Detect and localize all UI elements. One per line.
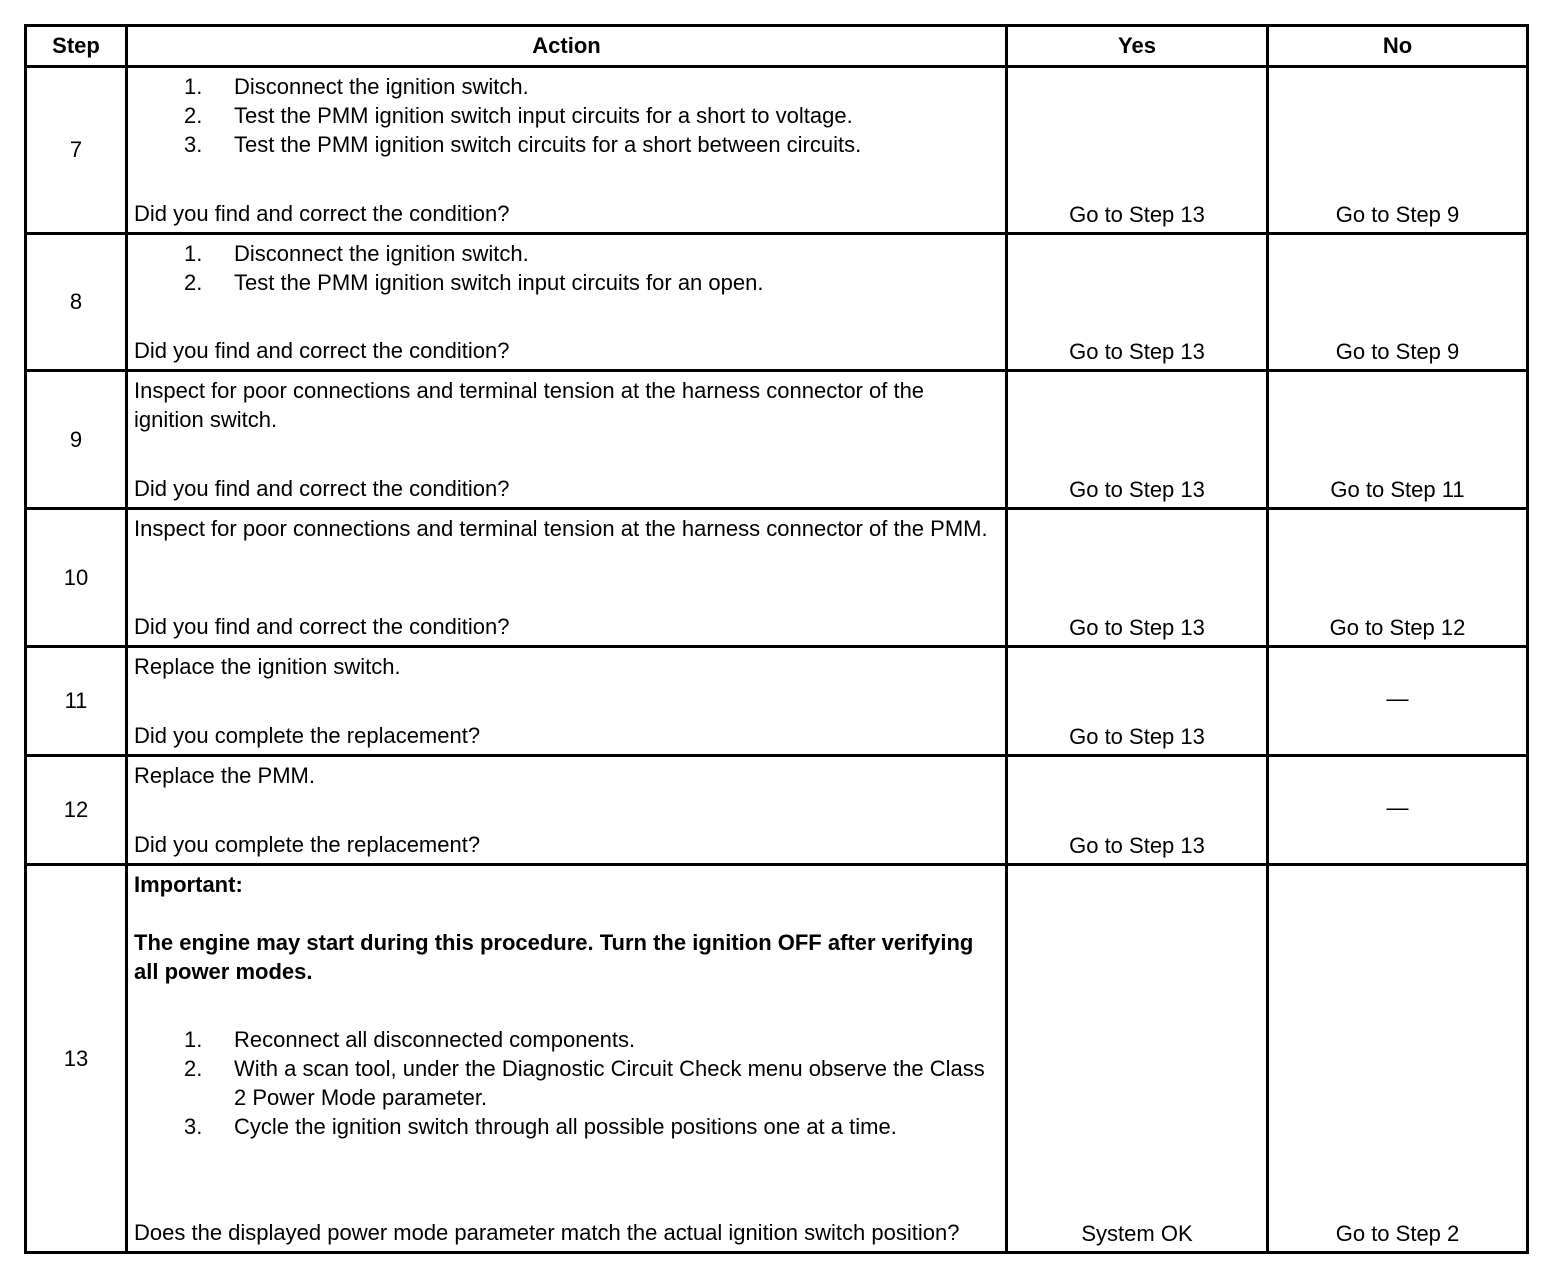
yes-result: Go to Step 13 [1007, 234, 1268, 371]
yes-result: Go to Step 13 [1007, 371, 1268, 509]
action-cell [127, 234, 1007, 371]
header-action: Action [127, 26, 1007, 67]
question-text: Did you find and correct the condition? [134, 338, 510, 363]
diagnostic-table [24, 24, 1529, 1254]
no-result: Go to Step 11 [1268, 371, 1528, 509]
list-item: 1. Reconnect all disconnected components. [184, 1027, 636, 1052]
table-row [26, 234, 1528, 371]
table-row [26, 647, 1528, 756]
no-result: Go to Step 9 [1268, 67, 1528, 234]
no-result: Go to Step 2 [1268, 865, 1528, 1253]
no-result: — [1268, 756, 1528, 865]
table-row [26, 371, 1528, 509]
question-text: Does the displayed power mode parameter match the actual ignition switch position? [134, 1220, 960, 1245]
step-number: 8 [26, 234, 127, 371]
question-text: Did you complete the replacement? [134, 832, 481, 857]
yes-result: Go to Step 13 [1007, 756, 1268, 865]
numbered-list [134, 239, 999, 297]
instruction-text: Inspect for poor connections and terminal tension at the harness connector of the PMM. [134, 516, 988, 541]
step-number: 9 [26, 371, 127, 509]
header-step: Step [26, 26, 127, 67]
yes-result: Go to Step 13 [1007, 647, 1268, 756]
important-label: Important: [134, 872, 243, 897]
yes-result: System OK [1007, 865, 1268, 1253]
action-cell [127, 371, 1007, 509]
list-item: 3. Test the PMM ignition switch circuits for a short between circuits. [184, 132, 862, 157]
action-cell [127, 647, 1007, 756]
step-number: 10 [26, 509, 127, 647]
header-yes: Yes [1007, 26, 1268, 67]
question-text: Did you find and correct the condition? [134, 614, 510, 639]
numbered-list [134, 1025, 999, 1141]
question-text: Did you complete the replacement? [134, 723, 481, 748]
table-row [26, 865, 1528, 1253]
list-item: 2. Test the PMM ignition switch input circuits for an open. [184, 270, 764, 295]
instruction-text: Inspect for poor connections and terminal tension at the harness connector of the ignition switch. [134, 378, 925, 432]
list-item: 1. Disconnect the ignition switch. [184, 74, 529, 99]
header-row [26, 26, 1528, 67]
step-number: 11 [26, 647, 127, 756]
step-number: 7 [26, 67, 127, 234]
action-cell [127, 509, 1007, 647]
no-result: — [1268, 647, 1528, 756]
important-note: The engine may start during this procedure. Turn the ignition OFF after verifying all power modes. [134, 930, 974, 984]
no-result: Go to Step 9 [1268, 234, 1528, 371]
step-number: 12 [26, 756, 127, 865]
action-cell [127, 865, 1007, 1253]
numbered-list [134, 72, 999, 159]
question-text: Did you find and correct the condition? [134, 201, 510, 226]
instruction-text: Replace the PMM. [134, 763, 315, 788]
action-cell [127, 756, 1007, 865]
list-item: 2. With a scan tool, under the Diagnostic Circuit Check menu observe the Class 2 Power Mode parameter. [184, 1056, 985, 1110]
question-text: Did you find and correct the condition? [134, 476, 510, 501]
yes-result: Go to Step 13 [1007, 509, 1268, 647]
table-row [26, 756, 1528, 865]
header-no: No [1268, 26, 1528, 67]
step-number: 13 [26, 865, 127, 1253]
list-item: 3. Cycle the ignition switch through all possible positions one at a time. [184, 1114, 897, 1139]
list-item: 2. Test the PMM ignition switch input circuits for a short to voltage. [184, 103, 853, 128]
action-cell [127, 67, 1007, 234]
instruction-text: Replace the ignition switch. [134, 654, 401, 679]
table-row [26, 67, 1528, 234]
no-result: Go to Step 12 [1268, 509, 1528, 647]
list-item: 1. Disconnect the ignition switch. [184, 241, 529, 266]
yes-result: Go to Step 13 [1007, 67, 1268, 234]
table-row [26, 509, 1528, 647]
